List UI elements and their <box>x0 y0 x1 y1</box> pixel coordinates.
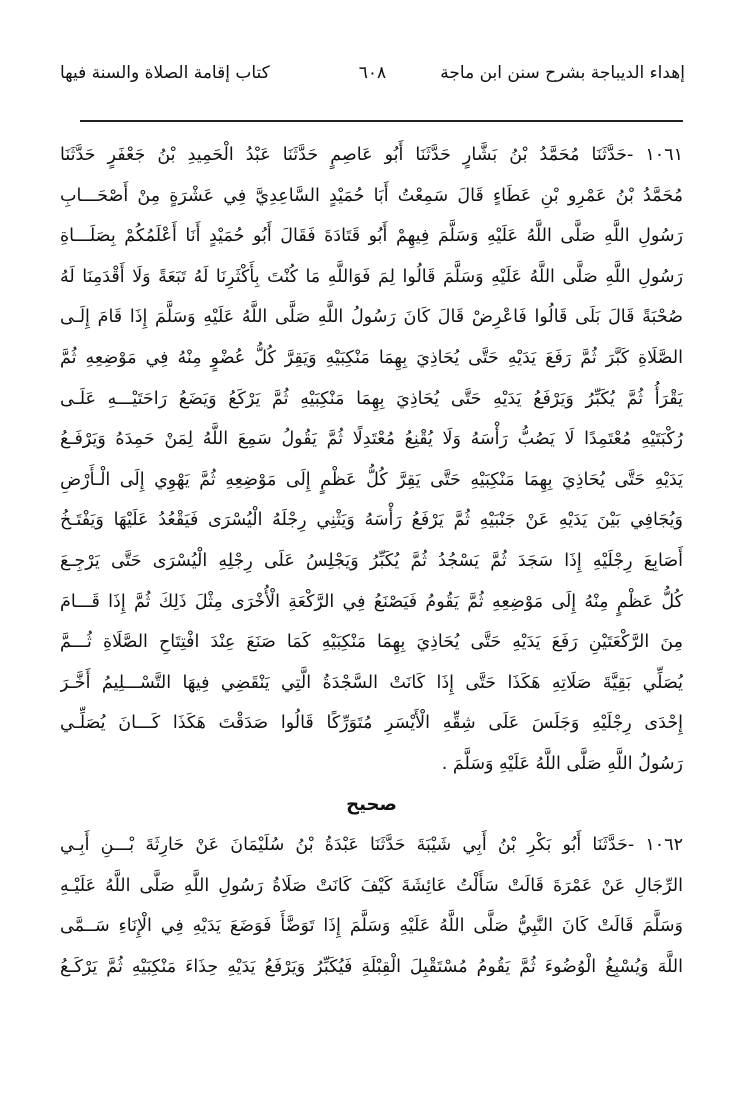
running-header <box>60 58 685 88</box>
text-line: كُلُّ عَظْمٍ مِنْهُ إِلَى مَوْضِعِهِ ثُمَّ يَقُومُ فَيَصْنَعُ فِي الرَّكْعَةِ الْأُخْرَى مِثْلَ ذَلِكَ ثُمَّ إِذَا قَـــامَ <box>60 591 683 612</box>
chapter-title: كتاب إقامة الصلاة والسنة فيها <box>60 63 270 83</box>
text-line: مُحَمَّدُ بْنُ عَمْرِو بْنِ عَطَاءٍ قَالَ سَمِعْتُ أَبَا حُمَيْدٍ السَّاعِدِيَّ فِي عَشْرَةٍ مِنْ أَصْحَـــابِ <box>60 185 683 206</box>
header-rule <box>80 120 683 122</box>
text-line: اللَّهَ وَيُسْبِغُ الْوُضُوءَ ثُمَّ يَقُومُ مُسْتَقْبِلَ الْقِبْلَةِ فَيُكَبِّرُ وَيَرْفَعُ يَدَيْهِ حِذَاءَ مَنْكِبَيْهِ ثُمَّ يَرْكَـعُ <box>60 956 683 977</box>
text-line: مِنَ الرَّكْعَتَيْنِ رَفَعَ يَدَيْهِ حَتَّى يُحَاذِيَ بِهِمَا مَنْكِبَيْهِ كَمَا صَنَعَ عِنْدَ افْتِتَاحِ الصَّلَاةِ ثُـــمَّ <box>60 632 683 653</box>
text-line: وَيُجَافِي بَيْنَ يَدَيْهِ عَنْ جَنْبَيْهِ ثُمَّ يَرْفَعُ رَأْسَهُ وَيَثْنِي رِجْلَهُ الْيُسْرَى فَيَقْعُدُ عَلَيْهَا وَيَفْتَـخُ <box>60 510 683 531</box>
book-title: إهداء الديباجة بشرح سنن ابن ماجة <box>440 63 685 83</box>
hadith-grade: صحيح <box>346 793 397 815</box>
text-line: الرِّجَالِ عَنْ عَمْرَةَ قَالَتْ سَأَلْتُ عَائِشَةَ كَيْفَ كَانَتْ صَلَاةُ رَسُولِ اللَّهِ صَلَّى اللَّهُ عَلَيْـهِ <box>60 875 683 896</box>
text-line: الصَّلَاةِ كَبَّرَ ثُمَّ رَفَعَ يَدَيْهِ حَتَّى يُحَاذِيَ بِهِمَا مَنْكِبَيْهِ وَيَقِرَّ كُلُّ عُضْوٍ مِنْهُ فِي مَوْضِعِهِ ثُمَّ <box>60 347 683 368</box>
text-line: إِحْدَى رِجْلَيْهِ وَجَلَسَ عَلَى شِقِّهِ الْأَيْسَرِ مُتَوَرِّكًا قَالُوا صَدَقْتَ هَكَذَا كَـــانَ يُصَلِّـي <box>60 713 683 734</box>
text-line: ١٠٦١ -حَدَّثَنَا مُحَمَّدُ بْنُ بَشَّارٍ حَدَّثَنَا أَبُو عَاصِمٍ حَدَّثَنَا عَبْدُ الْحَمِيدِ بْنُ جَعْفَرٍ حَدَّثَنَا <box>60 145 683 165</box>
text-line: ١٠٦٢ -حَدَّثَنَا أَبُو بَكْرِ بْنُ أَبِي شَيْبَةَ حَدَّثَنَا عَبْدَةُ بْنُ سُلَيْمَانَ عَنْ حَارِثَةَ بْـــنِ أَبِـي <box>60 835 683 856</box>
text-line: رَسُولِ اللَّهِ صَلَّى اللَّهُ عَلَيْهِ وَسَلَّمَ قَالُوا لِمَ فَوَاللَّهِ مَا كُنْتَ بِأَكْثَرِنَا لَهُ تَبَعَةً وَلَا أَقْدَمِنَا لَهُ <box>60 266 683 287</box>
text-line: رُكْبَتَيْهِ مُعْتَمِدًا لَا يَصُبُّ رَأْسَهُ وَلَا يُقْنِعُ مُعْتَدِلًا ثُمَّ يَقُولُ سَمِعَ اللَّهُ لِمَنْ حَمِدَهُ وَيَرْفَـعُ <box>60 429 683 450</box>
hadith-1061 <box>60 135 683 825</box>
text-line: أَصَابِعَ رِجْلَيْهِ إِذَا سَجَدَ ثُمَّ يَسْجُدُ ثُمَّ يُكَبِّرُ وَيَجْلِسُ عَلَى رِجْلِهِ الْيُسْرَى حَتَّى يَرْجِـعَ <box>60 550 683 571</box>
text-line: صُحْبَةً قَالَ بَلَى قَالُوا فَاعْرِضْ قَالَ كَانَ رَسُولُ اللَّهِ صَلَّى اللَّهُ عَلَيْهِ وَسَلَّمَ إِذَا قَامَ إِلَـى <box>60 307 683 328</box>
text-line: يَقْرَأُ ثُمَّ يُكَبِّرُ وَيَرْفَعُ يَدَيْهِ حَتَّى يُحَاذِيَ بِهِمَا مَنْكِبَيْهِ ثُمَّ يَرْكَعُ وَيَضَعُ رَاحَتَيْـــهِ عَلَـى <box>60 388 683 409</box>
page-body <box>60 135 683 987</box>
page-number: ٦٠٨ <box>358 63 387 83</box>
text-line: رَسُولِ اللَّهِ صَلَّى اللَّهُ عَلَيْهِ وَسَلَّمَ فِيهِمْ أَبُو قَتَادَةَ فَقَالَ أَبُو حُمَيْدٍ أَنَا أَعْلَمُكُمْ بِصَلَـــاةِ <box>60 226 683 247</box>
text-line: رَسُولُ اللَّهِ صَلَّى اللَّهُ عَلَيْهِ وَسَلَّمَ . <box>441 753 683 774</box>
hadith-1062 <box>60 825 683 987</box>
text-line: وَسَلَّمَ قَالَتْ كَانَ النَّبِيُّ صَلَّى اللَّهُ عَلَيْهِ وَسَلَّمَ إِذَا تَوَضَّأَ فَوَضَعَ يَدَيْهِ فِي الْإِنَاءِ سَــمَّى <box>60 916 683 937</box>
text-line: يَدَيْهِ حَتَّى يُحَاذِيَ بِهِمَا مَنْكِبَيْهِ حَتَّى يَقِرَّ كُلُّ عَظْمٍ إِلَى مَوْضِعِهِ ثُمَّ يَهْوِي إِلَى الْـأَرْضِ <box>60 469 683 490</box>
text-line: يُصَلِّي بَقِيَّةَ صَلَاتِهِ هَكَذَا حَتَّى إِذَا كَانَتْ السَّجْدَةُ الَّتِي يَنْقَضِي فِيهَا التَّسْـــلِيمُ أَخَّـرَ <box>60 672 683 693</box>
